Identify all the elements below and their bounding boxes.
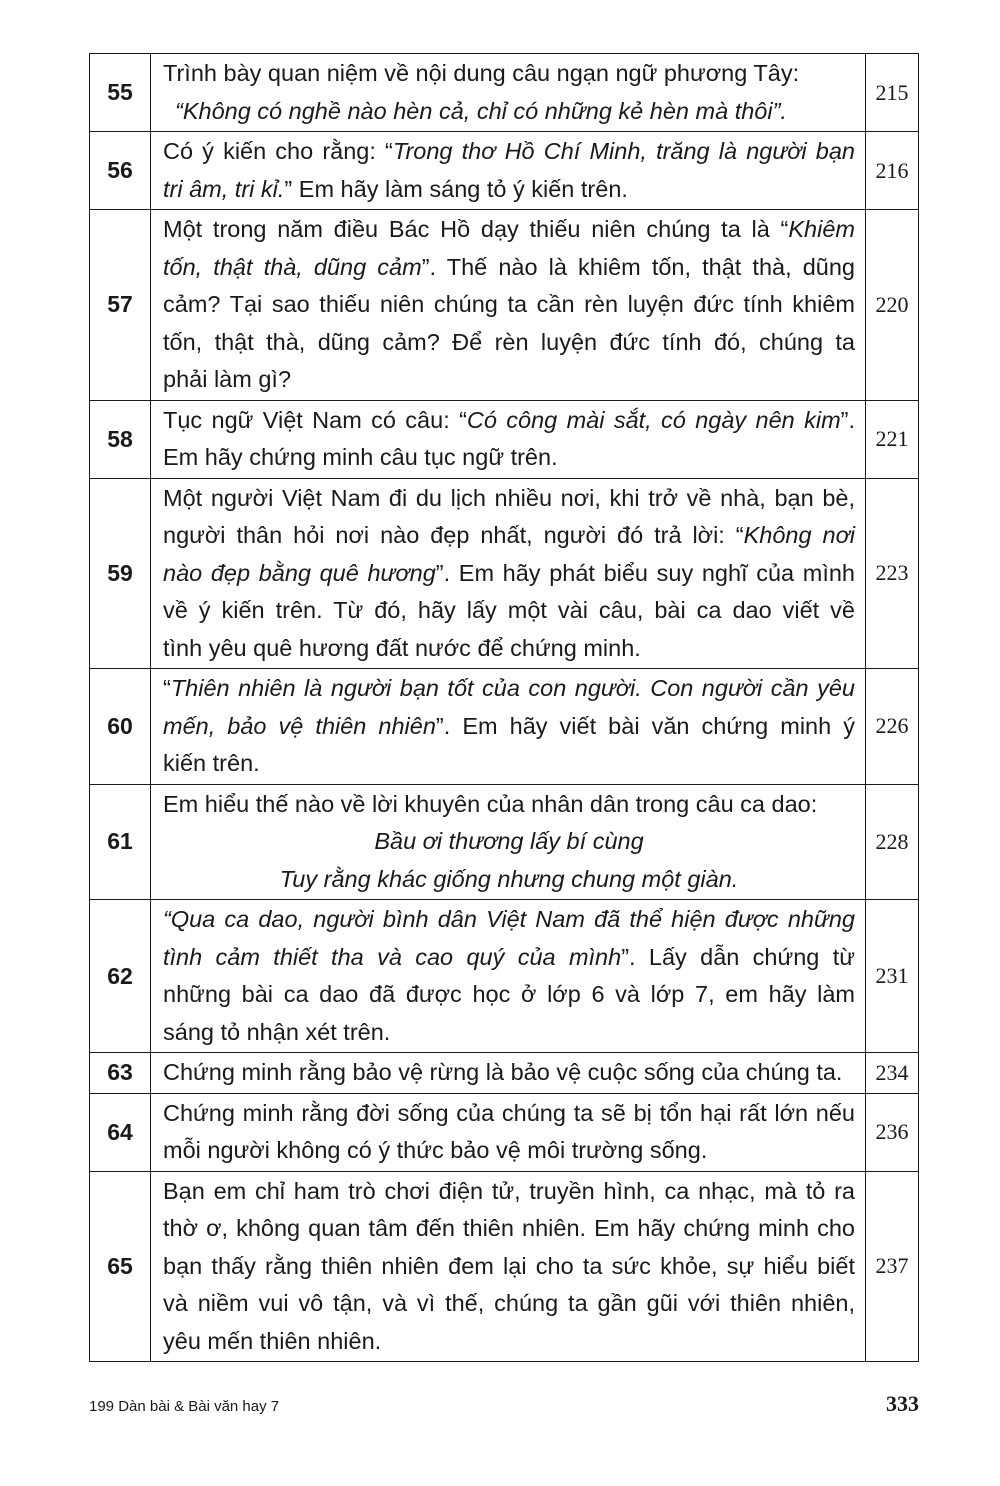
content-line bbox=[163, 708, 855, 746]
table-row bbox=[90, 210, 919, 401]
content-text: ”. Lấy dẫn chứng từ bbox=[621, 943, 855, 970]
table-row bbox=[90, 1093, 919, 1171]
content-line bbox=[163, 249, 855, 287]
italic-quote-text: nào đẹp bằng quê hương bbox=[163, 559, 436, 586]
content-line bbox=[163, 1173, 855, 1211]
topic-content bbox=[151, 1171, 866, 1362]
page-number-cell: 223 bbox=[866, 478, 919, 669]
content-line bbox=[163, 55, 855, 93]
content-text: tốn, thật thà, dũng cảm? Để rèn luyện đức tính đó, chúng ta bbox=[163, 328, 855, 355]
content-line bbox=[163, 976, 855, 1014]
topic-content bbox=[151, 132, 866, 210]
content-line bbox=[163, 286, 855, 324]
topic-number: 57 bbox=[90, 210, 151, 401]
content-line bbox=[163, 861, 855, 899]
italic-quote-text: mến, bảo vệ thiên nhiên bbox=[163, 712, 436, 739]
page-number-cell: 215 bbox=[866, 54, 919, 132]
table-row bbox=[90, 400, 919, 478]
content-line bbox=[163, 93, 855, 131]
table-row bbox=[90, 1053, 919, 1094]
topic-number: 58 bbox=[90, 400, 151, 478]
content-text: Một trong năm điều Bác Hồ dạy thiếu niên chúng ta là “ bbox=[163, 216, 789, 242]
content-text: Chứng minh rằng đời sống của chúng ta sẽ bị tổn hại rất lớn nếu bbox=[163, 1099, 855, 1126]
content-text: ”. Thế nào là khiêm tốn, thật thà, dũng bbox=[421, 253, 855, 280]
italic-quote-text: tình cảm thiết tha và cao quý của mình bbox=[163, 943, 622, 970]
content-text: ” Em hãy làm sáng tỏ ý kiến trên. bbox=[284, 175, 628, 202]
page-number-cell: 228 bbox=[866, 784, 919, 900]
italic-quote-text: Trong thơ Hồ Chí Minh, trăng là người bạn bbox=[392, 138, 855, 164]
content-line bbox=[163, 901, 855, 939]
topic-number: 55 bbox=[90, 54, 151, 132]
content-line bbox=[163, 592, 855, 630]
italic-quote-text: Bầu ơi thương lấy bí cùng bbox=[374, 828, 644, 854]
content-line bbox=[163, 402, 855, 440]
content-line bbox=[163, 324, 855, 362]
content-line bbox=[163, 211, 855, 249]
content-text: phải làm gì? bbox=[163, 366, 292, 392]
content-line bbox=[163, 133, 855, 171]
content-text: ”. Em hãy viết bài văn chứng minh ý bbox=[435, 712, 855, 739]
topic-content bbox=[151, 210, 866, 401]
topic-number: 56 bbox=[90, 132, 151, 210]
content-line bbox=[163, 1014, 855, 1052]
table-row bbox=[90, 132, 919, 210]
table-row bbox=[90, 54, 919, 132]
table-row bbox=[90, 900, 919, 1053]
content-line bbox=[163, 1132, 855, 1170]
footer-book-title: 199 Dàn bài & Bài văn hay 7 bbox=[89, 1398, 280, 1415]
italic-quote-text: Tuy rằng khác giống nhưng chung một giàn. bbox=[279, 865, 739, 892]
content-line bbox=[163, 939, 855, 977]
content-text: Bạn em chỉ ham trò chơi điện tử, truyền hình, ca nhạc, mà tỏ ra bbox=[163, 1177, 855, 1204]
italic-quote-text: Thiên nhiên là người bạn tốt của con người. Con người cần yêu bbox=[170, 675, 855, 701]
content-line bbox=[163, 1248, 855, 1286]
topic-content bbox=[151, 400, 866, 478]
content-line bbox=[163, 517, 855, 555]
italic-quote-text: “Qua ca dao, người bình dân Việt Nam đã thể hiện được những bbox=[163, 906, 855, 932]
content-line bbox=[163, 361, 855, 399]
content-line bbox=[163, 480, 855, 518]
page-number-cell: 236 bbox=[866, 1093, 919, 1171]
content-line bbox=[163, 823, 855, 861]
italic-quote-text: Có công mài sắt, có ngày nên kim bbox=[466, 406, 841, 433]
content-text: “ bbox=[163, 675, 171, 701]
content-text: yêu mến thiên nhiên. bbox=[163, 1327, 382, 1354]
content-text: mỗi người không có ý thức bảo vệ môi trường sống. bbox=[163, 1137, 708, 1163]
topic-number: 59 bbox=[90, 478, 151, 669]
content-text: Trình bày quan niệm về nội dung câu ngạn ngữ phương Tây: bbox=[163, 60, 800, 86]
content-line bbox=[163, 171, 855, 209]
content-line bbox=[163, 439, 855, 477]
page-number-cell: 216 bbox=[866, 132, 919, 210]
content-line bbox=[163, 745, 855, 783]
italic-quote-text: Khiêm bbox=[788, 216, 855, 242]
table-row bbox=[90, 1171, 919, 1362]
topic-content bbox=[151, 54, 866, 132]
topic-content bbox=[151, 669, 866, 785]
content-text: ”. bbox=[840, 406, 856, 433]
content-text: Chứng minh rằng bảo vệ rừng là bảo vệ cuộc sống của chúng ta. bbox=[163, 1059, 843, 1085]
content-text: cảm? Tại sao thiếu niên chúng ta cần rèn luyện đức tính khiêm bbox=[163, 291, 855, 317]
italic-quote-text: Không nơi bbox=[743, 522, 855, 548]
content-line bbox=[163, 1323, 855, 1361]
page-number-cell: 237 bbox=[866, 1171, 919, 1362]
content-text: sáng tỏ nhận xét trên. bbox=[163, 1018, 391, 1045]
content-text: ”. Em hãy phát biểu suy nghĩ của mình bbox=[435, 559, 855, 586]
content-text: người thân hỏi nơi nào đẹp nhất, người đó trả lời: “ bbox=[163, 522, 744, 548]
content-line bbox=[163, 670, 855, 708]
content-line bbox=[163, 1054, 855, 1092]
content-line bbox=[163, 1210, 855, 1248]
topic-number: 61 bbox=[90, 784, 151, 900]
content-text: Một người Việt Nam đi du lịch nhiều nơi, khi trở về nhà, bạn bè, bbox=[163, 484, 855, 511]
topic-content bbox=[151, 1093, 866, 1171]
content-text: về ý kiến trên. Từ đó, hãy lấy một vài câu, bài ca dao viết về bbox=[163, 597, 855, 623]
toc-body bbox=[90, 54, 919, 1362]
content-text: kiến trên. bbox=[163, 750, 260, 776]
content-text: và niềm vui vô tận, và vì thế, chúng ta gần gũi với thiên nhiên, bbox=[163, 1290, 855, 1316]
italic-quote-text: tri âm, tri kỉ. bbox=[163, 175, 285, 202]
page-number-cell: 226 bbox=[866, 669, 919, 785]
topic-content bbox=[151, 1053, 866, 1094]
content-line bbox=[163, 1095, 855, 1133]
table-of-contents bbox=[89, 53, 919, 1362]
table-row bbox=[90, 784, 919, 900]
topic-number: 60 bbox=[90, 669, 151, 785]
content-text: bạn thấy rằng thiên nhiên đem lại cho ta sức khỏe, sự hiểu biết bbox=[163, 1252, 855, 1279]
content-text: Em hãy chứng minh câu tục ngữ trên. bbox=[163, 444, 558, 470]
content-text: Em hiểu thế nào về lời khuyên của nhân dân trong câu ca dao: bbox=[163, 790, 818, 817]
table-row bbox=[90, 669, 919, 785]
content-line bbox=[163, 1285, 855, 1323]
content-text: Có ý kiến cho rằng: “ bbox=[163, 138, 393, 164]
content-text: Tục ngữ Việt Nam có câu: “ bbox=[163, 406, 467, 433]
page-number-cell: 220 bbox=[866, 210, 919, 401]
topic-content bbox=[151, 784, 866, 900]
topic-number: 63 bbox=[90, 1053, 151, 1094]
italic-quote-text: “Không có nghề nào hèn cả, chỉ có những kẻ hèn mà thôi”. bbox=[175, 97, 787, 124]
topic-content bbox=[151, 900, 866, 1053]
content-line bbox=[163, 786, 855, 824]
page-number-cell: 231 bbox=[866, 900, 919, 1053]
content-text: thờ ơ, không quan tâm đến thiên nhiên. Em hãy chứng minh cho bbox=[163, 1215, 855, 1241]
page-number-cell: 234 bbox=[866, 1053, 919, 1094]
content-line bbox=[163, 630, 855, 668]
italic-quote-text: tốn, thật thà, dũng cảm bbox=[163, 253, 422, 280]
table-row bbox=[90, 478, 919, 669]
page-number-cell: 221 bbox=[866, 400, 919, 478]
topic-content bbox=[151, 478, 866, 669]
topic-number: 65 bbox=[90, 1171, 151, 1362]
content-line bbox=[163, 555, 855, 593]
topic-number: 62 bbox=[90, 900, 151, 1053]
content-text: tình yêu quê hương đất nước để chứng minh. bbox=[163, 634, 641, 661]
footer-page-number: 333 bbox=[886, 1391, 919, 1416]
topic-number: 64 bbox=[90, 1093, 151, 1171]
content-text: những bài ca dao đã được học ở lớp 6 và lớp 7, em hãy làm bbox=[163, 981, 855, 1007]
